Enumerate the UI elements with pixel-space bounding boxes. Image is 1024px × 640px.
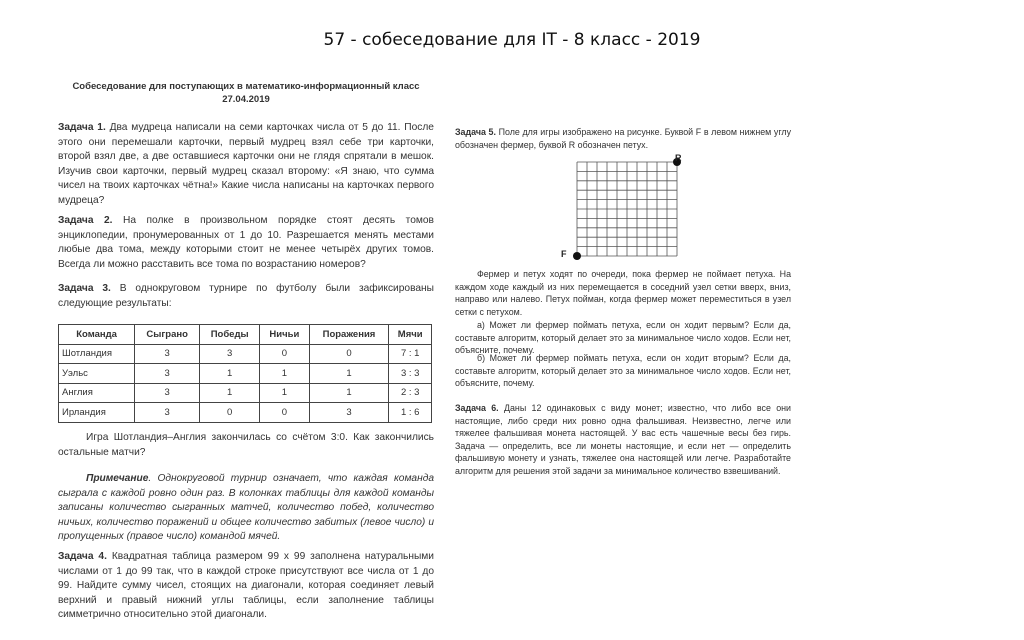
farmer-label: F xyxy=(561,249,567,259)
goals-cell: 3 : 3 xyxy=(389,364,432,384)
draws-cell: 1 xyxy=(260,383,309,403)
column-header-team: Команда xyxy=(59,325,135,345)
task-5-part-b xyxy=(455,352,791,390)
team-cell: Ирландия xyxy=(59,403,135,423)
task-3-question-text: Игра Шотландия–Англия закончилась со счётом 3:0. Как закончились остальные матчи? xyxy=(58,432,434,458)
played-cell: 3 xyxy=(135,364,200,384)
document-header-date: 27.04.2019 xyxy=(222,93,270,105)
task-2 xyxy=(58,214,434,272)
task-3-question xyxy=(58,431,434,460)
draws-cell: 0 xyxy=(260,344,309,364)
task-5-intro: Поле для игры изображено на рисунке. Буквой F в левом нижнем углу обозначен фермер, буквой R обозначен петух. xyxy=(455,127,792,150)
task-4-text: Квадратная таблица размером 99 x 99 заполнена натуральными числами от 1 до 99 так, что в каждой строке присутствуют все числа от 1 до 99. Найдите сумму чисел, стоящих на диагонали, которая соединяет левый верхний и правый нижний углы таблицы, если заполнение таблицы симметрично относительно этой диагонали. xyxy=(58,551,434,621)
game-field-grid xyxy=(563,155,688,265)
losses-cell: 0 xyxy=(309,344,389,364)
wins-cell: 3 xyxy=(200,344,260,364)
note-label: Примечание xyxy=(86,473,149,484)
task-4 xyxy=(58,550,434,623)
table-row xyxy=(59,364,432,384)
team-cell: Уэльс xyxy=(59,364,135,384)
task-5-rules xyxy=(455,268,791,318)
task-5-label: Задача 5. xyxy=(455,127,496,137)
team-cell: Англия xyxy=(59,383,135,403)
task-3-label: Задача 3. xyxy=(58,283,111,294)
goals-cell: 7 : 1 xyxy=(389,344,432,364)
draws-cell: 1 xyxy=(260,364,309,384)
column-header-played: Сыграно xyxy=(135,325,200,345)
results-table-header-row xyxy=(59,325,432,345)
played-cell: 3 xyxy=(135,403,200,423)
column-header-goals: Мячи xyxy=(389,325,432,345)
task-5 xyxy=(455,126,791,151)
farmer-dot xyxy=(573,252,581,260)
task-6 xyxy=(455,402,791,478)
task-3 xyxy=(58,282,434,311)
task-5-part-b-text: б) Может ли фермер поймать петуха, если он ходит вторым? Если да, составьте алгоритм, который делает это за минимальное число ходов. Если нет, объясните, почему. xyxy=(455,353,791,389)
task-1-label: Задача 1. xyxy=(58,122,106,133)
played-cell: 3 xyxy=(135,383,200,403)
table-row xyxy=(59,403,432,423)
results-table xyxy=(58,324,432,423)
task-3-text: В однокруговом турнире по футболу были зафиксированы следующие результаты: xyxy=(58,283,434,309)
column-header-losses: Поражения xyxy=(309,325,389,345)
table-row xyxy=(59,344,432,364)
slide-title: 57 - собеседование для IT - 8 класс - 2019 xyxy=(323,30,701,50)
column-header-draws: Ничьи xyxy=(260,325,309,345)
game-field xyxy=(563,155,688,265)
task-4-label: Задача 4. xyxy=(58,551,107,562)
goals-cell: 2 : 3 xyxy=(389,383,432,403)
team-cell: Шотландия xyxy=(59,344,135,364)
task-5-rules-text: Фермер и петух ходят по очереди, пока фермер не поймает петуха. На каждом ходе каждый из них перемещается в соседний узел сетки вверх, вниз, направо или налево. Петух пойман, когда фермер может переместиться в узел сетки с петухом. xyxy=(455,269,791,317)
note-text: . Однокруговой турнир означает, что каждая команда сыграла с каждой ровно один раз. В колонках таблицы для каждой команды записаны количество сыгранных матчей, количество побед, количество ничьих, количество поражений и общее количество забитых (левое число) и пропущенных (правое число) командой мячей. xyxy=(58,473,434,543)
wins-cell: 1 xyxy=(200,364,260,384)
task-6-text: Даны 12 одинаковых с виду монет; известно, что либо все они настоящие, либо среди них ровно одна фальшивая. Неизвестно, легче или тяжелее фальшивая монета настоящей. У вас есть чашечные весы без гирь. Задача — определить, все ли монеты настоящие, и если нет — определить фальшивую монету и узнать, тяжелее она настоящей или легче. Разработайте алгоритм для решения этой задачи за минимальное количество взвешиваний. xyxy=(455,403,791,476)
rooster-label: R xyxy=(675,153,682,163)
task-5-part-a-text: а) Может ли фермер поймать петуха, если он ходит первым? Если да, составьте алгоритм, который делает это за минимальное число ходов. Если нет, объясните, почему. xyxy=(455,320,791,356)
draws-cell: 0 xyxy=(260,403,309,423)
losses-cell: 1 xyxy=(309,383,389,403)
task-1-text: Два мудреца написали на семи карточках числа от 5 до 11. После этого они перемешали карточки, первый мудрец взял себе три карточки, второй взял две, а две оставшиеся карточки они не глядя спрятали в мешок. Изучив свои карточки, первый мудрец сказал второму: «Я знаю, что сумма чисел на твоих карточках чётна!» Какие числа написаны на карточках первого мудреца? xyxy=(58,122,434,206)
task-6-label: Задача 6. xyxy=(455,403,499,413)
task-2-text: На полке в произвольном порядке стоят десять томов энциклопедии, пронумерованных от 1 до 10. Разрешается менять местами любые два тома, между которыми стоит не менее четырёх других томов. Всегда ли можно расставить все тома по возрастанию номеров? xyxy=(58,215,434,270)
losses-cell: 3 xyxy=(309,403,389,423)
played-cell: 3 xyxy=(135,344,200,364)
task-2-label: Задача 2. xyxy=(58,215,113,226)
document-header-title: Собеседование для поступающих в математико-информационный класс xyxy=(72,81,420,92)
wins-cell: 0 xyxy=(200,403,260,423)
document-header xyxy=(58,81,434,106)
wins-cell: 1 xyxy=(200,383,260,403)
losses-cell: 1 xyxy=(309,364,389,384)
goals-cell: 1 : 6 xyxy=(389,403,432,423)
table-row xyxy=(59,383,432,403)
column-header-wins: Победы xyxy=(200,325,260,345)
task-3-note xyxy=(58,472,434,545)
task-1 xyxy=(58,121,434,209)
